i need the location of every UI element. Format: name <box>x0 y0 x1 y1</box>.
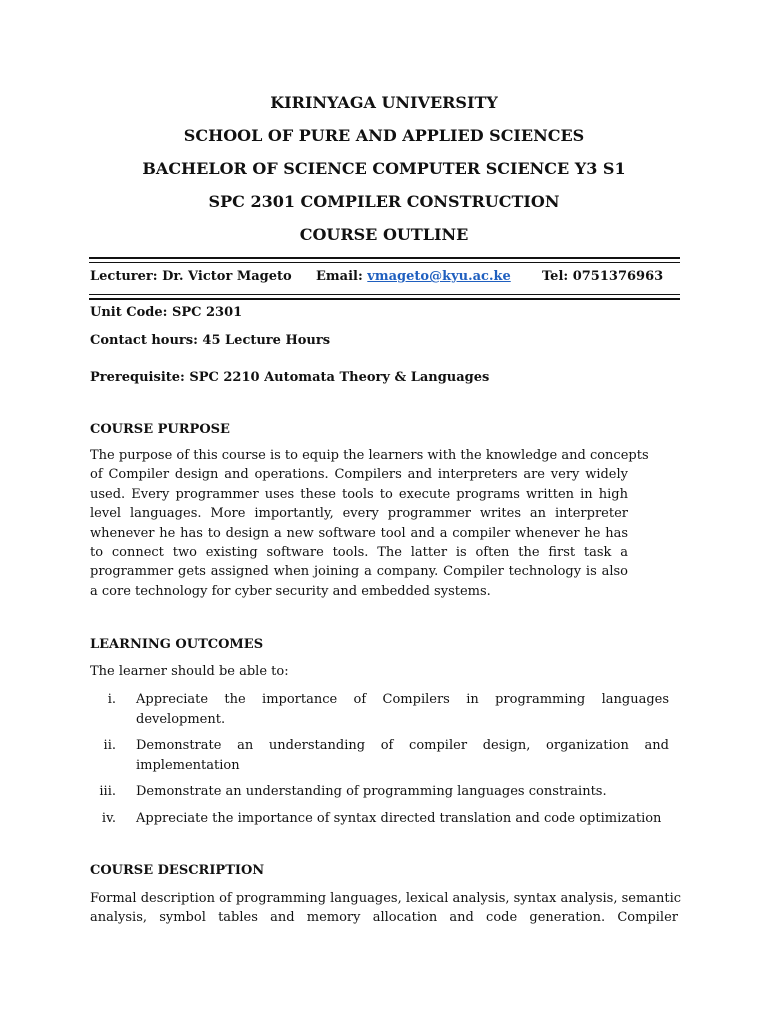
learning-outcome-item <box>90 690 670 729</box>
course-description-text <box>90 889 682 928</box>
top-rule-thin <box>89 262 680 263</box>
bottom-rule-thick <box>89 298 680 300</box>
prerequisite: Prerequisite: SPC 2210 Automata Theory & Languages <box>90 370 490 385</box>
learning-outcome-item <box>90 736 670 775</box>
contact-hours: Contact hours: 45 Lecture Hours <box>90 333 331 348</box>
unit-code: Unit Code: SPC 2301 <box>90 305 243 320</box>
text-line: development. <box>136 711 226 727</box>
course-purpose-heading: COURSE PURPOSE <box>90 422 230 437</box>
outcome-number: i. <box>107 692 116 707</box>
course-description-heading: COURSE DESCRIPTION <box>90 863 265 878</box>
university-name: KIRINYAGA UNIVERSITY <box>270 93 498 112</box>
learning-outcome-item <box>90 809 670 829</box>
course-name: SPC 2301 COMPILER CONSTRUCTION <box>208 192 560 211</box>
lecturer-contact-row <box>90 267 680 287</box>
outcome-number: ii. <box>103 738 116 753</box>
text-line: Demonstrate an understanding of programming languages constraints. <box>136 784 607 799</box>
document-title: COURSE OUTLINE <box>299 225 469 244</box>
text-line: of Compiler design and operations. Compilers and interpreters are very widely <box>90 467 628 483</box>
learning-outcomes-heading: LEARNING OUTCOMES <box>90 637 264 652</box>
text-line: Formal description of programming languages, lexical analysis, syntax analysis, semantic <box>90 891 682 906</box>
text-line: Appreciate the importance of Compilers in programming languages <box>136 692 669 707</box>
learning-outcome-item <box>90 782 670 802</box>
course-purpose-text <box>90 446 649 601</box>
text-line: a core technology for cyber security and embedded systems. <box>90 583 491 599</box>
lecturer-name: Lecturer: Dr. Victor Mageto <box>90 269 292 284</box>
outcome-text <box>136 690 669 729</box>
learning-outcomes-list <box>90 690 670 835</box>
text-line: programmer gets assigned when joining a company. Compiler technology is also <box>90 564 628 580</box>
learning-outcomes-intro: The learner should be able to: <box>90 664 289 679</box>
email-link[interactable]: vmageto@kyu.ac.ke <box>367 269 511 284</box>
outcome-text <box>136 809 669 829</box>
outcome-text <box>136 736 669 775</box>
text-line: used. Every programmer uses these tools to execute programs written in high <box>90 486 628 502</box>
text-line: Appreciate the importance of syntax directed translation and code optimization <box>136 810 662 826</box>
text-line: to connect two existing software tools. The latter is often the first task a <box>90 545 628 561</box>
text-line: whenever he has to design a new software tool and a compiler whenever he has <box>90 525 628 541</box>
email-field <box>316 267 511 287</box>
text-line: analysis, symbol tables and memory allocation and code generation. Compiler <box>90 910 678 926</box>
school-name: SCHOOL OF PURE AND APPLIED SCIENCES <box>183 126 585 145</box>
outcome-number: iii. <box>99 784 116 799</box>
text-line: level languages. More importantly, every programmer writes an interpreter <box>90 506 628 522</box>
outcome-text <box>136 782 669 802</box>
text-line: The purpose of this course is to equip the learners with the knowledge and concepts <box>90 448 649 463</box>
outcome-number: iv. <box>101 810 116 826</box>
text-line: implementation <box>136 757 240 773</box>
email-label: Email: <box>316 269 368 284</box>
programme-name: BACHELOR OF SCIENCE COMPUTER SCIENCE Y3 S1 <box>142 159 626 178</box>
top-rule-thick <box>89 257 680 259</box>
phone-number: Tel: 0751376963 <box>542 269 664 284</box>
bottom-rule-thin <box>89 294 680 295</box>
text-line: Demonstrate an understanding of compiler design, organization and <box>136 738 669 753</box>
